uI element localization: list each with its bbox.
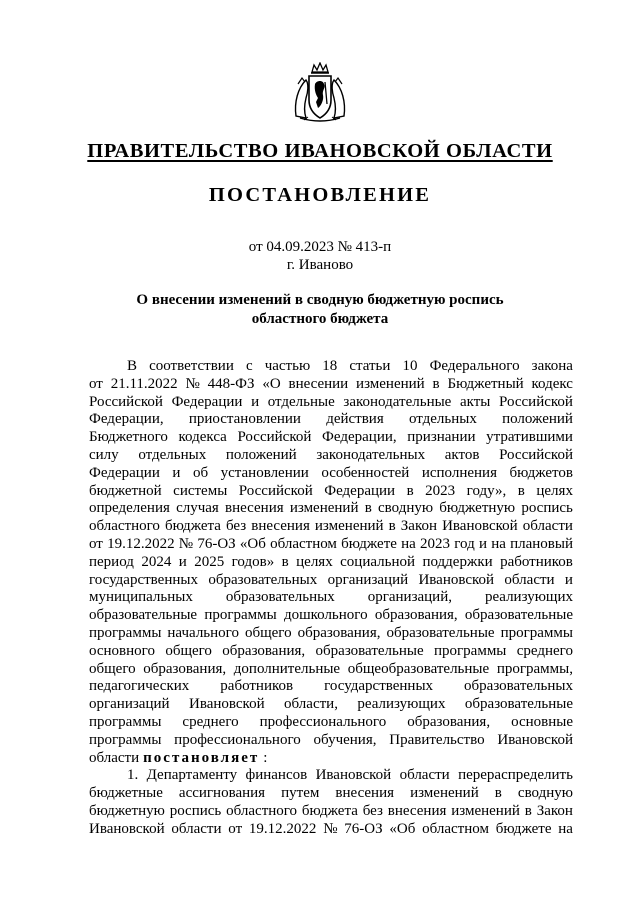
word: Департаменту — [146, 767, 238, 784]
word: год — [454, 535, 475, 552]
word: бюджетов — [509, 464, 573, 481]
text-line — [89, 429, 573, 447]
document-body — [89, 358, 573, 839]
word: Федерации — [171, 393, 243, 410]
preamble-paragraph — [89, 358, 573, 750]
word: 10 — [402, 358, 418, 374]
word: утратившими — [486, 429, 573, 446]
text-line — [89, 785, 573, 803]
word: году», — [466, 482, 507, 499]
word: роспись — [521, 500, 573, 517]
word: Федерации, — [89, 411, 164, 428]
word: Российской — [499, 446, 573, 463]
word: Закон — [536, 802, 573, 819]
word: программы, — [496, 660, 573, 677]
word: области — [522, 518, 573, 535]
word: образовательные — [464, 696, 573, 713]
word: образовательные — [386, 624, 495, 641]
word: образовательные — [89, 607, 198, 624]
word: закона — [531, 358, 573, 374]
word: Федерации — [89, 464, 160, 481]
word: сводную — [517, 785, 573, 802]
word: 76-ОЗ — [197, 535, 236, 552]
word: Ивановской — [315, 767, 392, 784]
text-line — [89, 483, 573, 501]
word: государственных — [324, 678, 434, 695]
text-line — [89, 643, 573, 661]
text-line — [89, 376, 573, 394]
resolve-prefix: области — [89, 749, 140, 766]
word: 21.11.2022 — [110, 375, 178, 392]
date-number: от 04.09.2023 № 413-п — [248, 239, 392, 255]
word: работников — [220, 678, 294, 695]
word: Бюджетного — [89, 429, 168, 446]
word: Ивановской — [442, 518, 518, 535]
word: образования, — [374, 607, 458, 624]
word: 2024 — [141, 553, 172, 570]
word: Ивановской — [188, 696, 265, 713]
word: бюджета — [164, 518, 221, 535]
word: образовательных — [208, 571, 318, 588]
word: внесении — [288, 375, 349, 392]
word: бюджетную — [89, 802, 165, 819]
word: соответствии — [149, 358, 234, 374]
text-line — [89, 661, 573, 679]
text-line — [89, 803, 573, 821]
word: государственных — [89, 571, 198, 588]
word: кодекс — [531, 375, 573, 392]
word: и — [172, 464, 181, 481]
word: муниципальных — [89, 589, 193, 606]
document-meta — [0, 238, 640, 274]
word: от — [89, 375, 103, 392]
word: программы — [204, 607, 277, 624]
word: ассигнования — [178, 785, 266, 802]
word: Российской — [499, 393, 573, 410]
word: работников — [500, 553, 573, 570]
resolve-word: постановляет — [143, 749, 260, 766]
word: № — [178, 535, 194, 552]
word: внесения — [225, 500, 284, 517]
word: бюджетной — [89, 482, 162, 499]
coat-of-arms-emblem — [292, 62, 348, 124]
resolve-line — [89, 750, 573, 768]
word: и — [478, 535, 487, 552]
word: положений — [502, 411, 573, 428]
word: об — [192, 464, 209, 481]
word: внесения — [387, 802, 447, 819]
word: дополнительные — [233, 660, 341, 677]
text-line — [89, 714, 573, 732]
resolve-suffix: : — [263, 749, 268, 766]
word: социальной — [340, 553, 416, 570]
word: период — [89, 553, 134, 570]
text-line — [89, 465, 573, 483]
word: и — [564, 571, 573, 588]
item-1-paragraph — [89, 767, 573, 838]
text-line — [89, 625, 573, 643]
word: в — [364, 500, 372, 517]
word: основного — [89, 642, 155, 659]
word: реализующих — [484, 589, 573, 606]
word: Правительство — [389, 731, 485, 748]
word: кодекса — [178, 429, 227, 446]
word: плановый — [510, 535, 573, 552]
text-line — [89, 554, 573, 572]
text-line — [89, 358, 573, 376]
text-line — [89, 767, 573, 785]
word: областного — [226, 802, 298, 819]
word: 1. — [127, 767, 139, 784]
text-line — [89, 447, 573, 465]
word: 2025 — [194, 553, 225, 570]
word: внесения — [335, 785, 395, 802]
word: поддержки — [422, 553, 493, 570]
word: частью — [264, 358, 311, 374]
word: области — [171, 820, 222, 837]
word: основные — [511, 713, 573, 730]
word: «Об — [239, 535, 266, 552]
word: годов» — [231, 553, 275, 570]
word: в — [406, 482, 414, 499]
word: изменений — [314, 518, 384, 535]
word: роспись — [169, 802, 222, 819]
text-line — [89, 394, 573, 412]
word: организаций — [327, 571, 409, 588]
word: общего — [89, 660, 136, 677]
word: образования, — [297, 624, 381, 641]
word: отдельных — [138, 446, 207, 463]
word: финансов — [245, 767, 308, 784]
word: Российской — [238, 482, 313, 499]
word: бюджете — [341, 535, 397, 552]
word: и — [178, 553, 187, 570]
word: Ивановской — [89, 820, 165, 837]
word: законодательных — [316, 446, 426, 463]
word: законодательные — [343, 393, 452, 410]
text-line — [89, 572, 573, 590]
word: среднего — [516, 642, 573, 659]
title-line: областного бюджета — [251, 311, 389, 327]
city: г. Иваново — [286, 257, 354, 273]
word: организаций — [89, 696, 170, 713]
word: изменений — [289, 500, 359, 517]
text-line — [89, 500, 573, 518]
word: путем — [281, 785, 320, 802]
word: статьи — [349, 358, 391, 374]
text-line — [89, 696, 573, 714]
word: на — [401, 535, 416, 552]
word: от — [89, 535, 103, 552]
word: областном — [422, 820, 489, 837]
word: в — [432, 375, 440, 392]
word: определения — [89, 500, 170, 517]
word: программы — [89, 731, 162, 748]
word: в — [517, 482, 525, 499]
word: общеобразовательные — [347, 660, 490, 677]
word: установлении — [220, 464, 309, 481]
word: № — [323, 820, 338, 837]
word: силу — [89, 446, 119, 463]
word: сводную — [378, 500, 434, 517]
word: образовательных — [225, 589, 335, 606]
word: областного — [89, 518, 160, 535]
word: акты — [459, 393, 491, 410]
word: отдельные — [267, 393, 335, 410]
word: организаций, — [367, 589, 452, 606]
word: общего — [165, 642, 212, 659]
word: в — [281, 553, 289, 570]
word: программы — [433, 642, 507, 659]
word: Ивановской — [418, 571, 495, 588]
word: области — [399, 767, 450, 784]
word: образовательные — [315, 642, 424, 659]
word: на — [491, 535, 506, 552]
word: 448-ФЗ — [207, 375, 255, 392]
word: от — [228, 820, 243, 837]
text-line — [89, 536, 573, 554]
word: профессионального — [174, 731, 301, 748]
word: общего — [244, 624, 292, 641]
word: Федерации — [324, 482, 396, 499]
word: бюджетные — [89, 785, 163, 802]
word: действия — [326, 411, 384, 428]
word: перераспределить — [458, 767, 573, 784]
text-line — [89, 411, 573, 429]
word: области, — [284, 696, 338, 713]
word: программы — [500, 624, 573, 641]
word: «О — [262, 375, 281, 392]
text-line — [89, 732, 573, 750]
text-line — [89, 607, 573, 625]
word: 2023 — [425, 482, 456, 499]
word: актов — [444, 446, 480, 463]
word: Федерального — [429, 358, 520, 374]
organization-name: ПРАВИТЕЛЬСТВО ИВАНОВСКОЙ ОБЛАСТИ — [87, 140, 553, 162]
word: целях — [296, 553, 333, 570]
word: системы — [173, 482, 228, 499]
word: Федерации, — [322, 429, 397, 446]
word: педагогических — [89, 678, 190, 695]
word: бюджетную — [439, 500, 516, 517]
text-line — [89, 678, 573, 696]
word: без — [362, 802, 383, 819]
word: программы — [89, 624, 162, 641]
word: 19.12.2022 — [248, 820, 317, 837]
word: начального — [167, 624, 239, 641]
word: дошкольного — [283, 607, 368, 624]
word: реализующих — [357, 696, 446, 713]
word: внесения — [251, 518, 310, 535]
word: Российской — [89, 393, 163, 410]
text-line — [89, 821, 573, 839]
word: Закон — [400, 518, 438, 535]
word: образования, — [407, 713, 491, 730]
document-type: ПОСТАНОВЛЕНИЕ — [208, 184, 432, 206]
word: образовательных — [464, 678, 573, 695]
word: исполнения — [421, 464, 497, 481]
text-line — [89, 518, 573, 536]
word: профессионального — [259, 713, 387, 730]
word: № — [185, 375, 200, 392]
word: Ивановской — [497, 731, 573, 748]
word: и — [251, 393, 260, 410]
word: изменений — [451, 802, 520, 819]
word: на — [558, 820, 573, 837]
word: среднего — [182, 713, 239, 730]
word: в — [524, 802, 532, 819]
word: приостановлении — [188, 411, 301, 428]
word: случая — [176, 500, 219, 517]
word: Российской — [237, 429, 312, 446]
word: 76-ОЗ — [344, 820, 383, 837]
word: без — [225, 518, 247, 535]
word: в — [494, 785, 502, 802]
word: обучения, — [313, 731, 377, 748]
word: с — [245, 358, 253, 374]
word: 2023 — [420, 535, 451, 552]
word: особенностей — [321, 464, 410, 481]
word: образовательные — [464, 607, 573, 624]
title-line: О внесении изменений в сводную бюджетную роспись — [136, 292, 504, 308]
word: областном — [270, 535, 337, 552]
document-title — [0, 291, 640, 329]
text-line — [89, 589, 573, 607]
word: 19.12.2022 — [107, 535, 175, 552]
word: «Об — [389, 820, 416, 837]
word: В — [127, 358, 138, 374]
word: положений — [225, 446, 297, 463]
word: изменений — [356, 375, 425, 392]
word: образования, — [143, 660, 227, 677]
word: образования, — [222, 642, 306, 659]
word: отдельных — [408, 411, 477, 428]
word: признании — [407, 429, 476, 446]
word: изменений — [410, 785, 479, 802]
word: Бюджетный — [447, 375, 524, 392]
word: области — [504, 571, 555, 588]
word: бюджете — [495, 820, 552, 837]
word: целях — [536, 482, 573, 499]
word: бюджета — [301, 802, 358, 819]
word: 18 — [322, 358, 338, 374]
word: программы — [89, 713, 162, 730]
word: в — [388, 518, 396, 535]
